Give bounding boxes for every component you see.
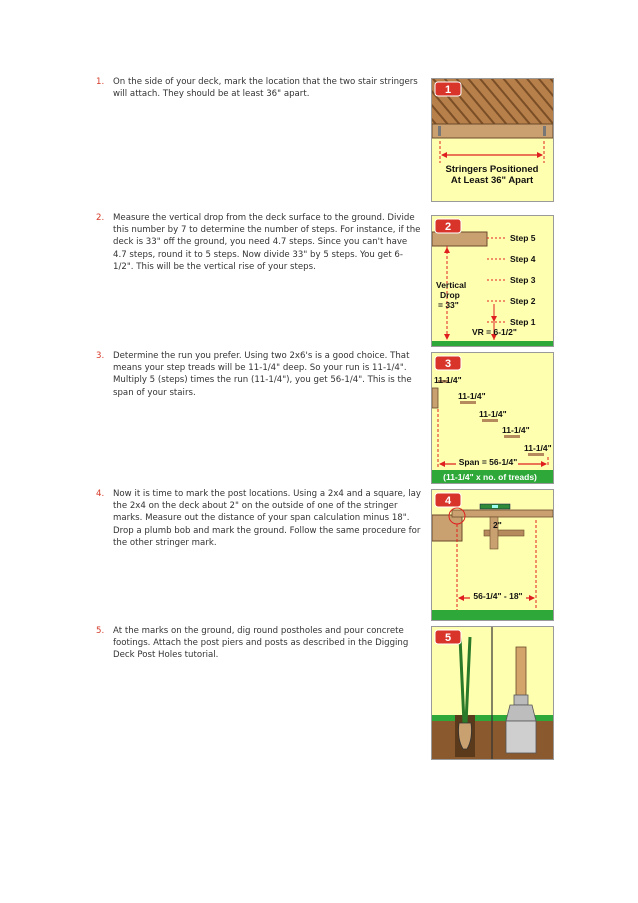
badge-number: 3 (444, 358, 452, 370)
deck-edge (432, 515, 462, 541)
step-number: 1. (96, 77, 105, 87)
figure-2-vertical-drop (431, 215, 554, 347)
step-number: 5. (96, 626, 105, 636)
step-text: On the side of your deck, mark the location that the two stair stringers will attach. They should be at least 36" apart. (113, 77, 418, 100)
stringer-mark-left (438, 126, 441, 136)
post-bracket (514, 695, 528, 705)
step-label-4: Step 4 (510, 254, 536, 264)
tread-label-2: 11-1/4" (458, 391, 486, 401)
tread-label-1: 11-1/4" (434, 375, 462, 385)
figure-1-stringer-placement (431, 78, 554, 202)
step-text: Determine the run you prefer. Using two 2x6's is a good choice. That means your step treads will be 11-1/4" deep. So your run is 11-1/4". Multiply 5 (steps) times the run (11-1/4"), you get 56-1/4". This is the span of your stairs. (113, 351, 412, 398)
step-number: 3. (96, 351, 105, 361)
instruction-step-4 (96, 488, 422, 549)
instruction-step-1 (96, 76, 422, 100)
figure-4-post-location (431, 489, 554, 621)
vertical-rise-label: VR = 6-1/2" (472, 327, 517, 337)
deck-edge (432, 232, 487, 246)
step-text: Measure the vertical drop from the deck surface to the ground. Divide this number by 7 to determine the number of steps. For instance, if the deck is 33" off the ground, you need 4.7 steps. Since you can't have 4.7 steps, round it to 5 steps. Now divide 33" by 5 steps. You get 6-1/2". This will be the vertical rise of your steps. (113, 213, 421, 272)
concrete-footing (506, 721, 536, 753)
posthole-digger-handle-left (460, 637, 464, 723)
figure-5-postholes (431, 626, 554, 760)
offset-label: 2" (493, 520, 502, 530)
span-label: Span = 56-1/4" (458, 457, 518, 467)
step-label-3: Step 3 (510, 275, 536, 285)
badge-number: 1 (444, 84, 452, 96)
rim-joist (432, 124, 553, 138)
distance-label: 56-1/4" - 18" (473, 591, 523, 601)
ground (432, 341, 553, 346)
post-pier (506, 705, 536, 721)
instruction-step-5 (96, 625, 422, 662)
badge-number: 4 (444, 495, 452, 507)
step-number: 2. (96, 213, 105, 223)
step-label-2: Step 2 (510, 296, 536, 306)
tread-label-3: 11-1/4" (479, 409, 507, 419)
step-text: Now it is time to mark the post locations. Using a 2x4 and a square, lay the 2x4 on the deck about 2" on the outside of one of the stringer marks. Measure out the distance of your span calculation minus 18". Drop a plumb bob and mark the ground. Follow the same procedure for the other stringer mark. (113, 489, 421, 548)
step-label-1: Step 1 (510, 317, 536, 327)
figure-3-run-span (431, 352, 554, 484)
badge-number: 5 (444, 632, 452, 644)
stringer-mark-right (543, 126, 546, 136)
posthole-digger-handle-right (466, 637, 470, 723)
step-number: 4. (96, 489, 105, 499)
two-by-four (452, 510, 553, 517)
vertical-drop-line2: Drop (440, 290, 460, 300)
instruction-step-2 (96, 212, 422, 273)
step-label-5: Step 5 (510, 233, 536, 243)
badge-number: 2 (444, 221, 452, 233)
instruction-step-3 (96, 350, 422, 399)
span-formula: (11-1/4" x no. of treads) (443, 472, 537, 482)
post (516, 647, 526, 697)
tread-label-5: 11-1/4" (524, 443, 552, 453)
figure-1-caption-line2: At Least 36" Apart (450, 175, 534, 186)
figure-1-caption-line1: Stringers Positioned (445, 164, 539, 175)
step-text: At the marks on the ground, dig round postholes and pour concrete footings. Attach the post piers and posts as described in the Digging Deck Post Holes tutorial. (113, 626, 409, 661)
ground (432, 610, 553, 620)
tread-label-4: 11-1/4" (502, 425, 530, 435)
vertical-drop-line1: Vertical (436, 280, 467, 290)
vertical-drop-line3: = 33" (438, 300, 459, 310)
